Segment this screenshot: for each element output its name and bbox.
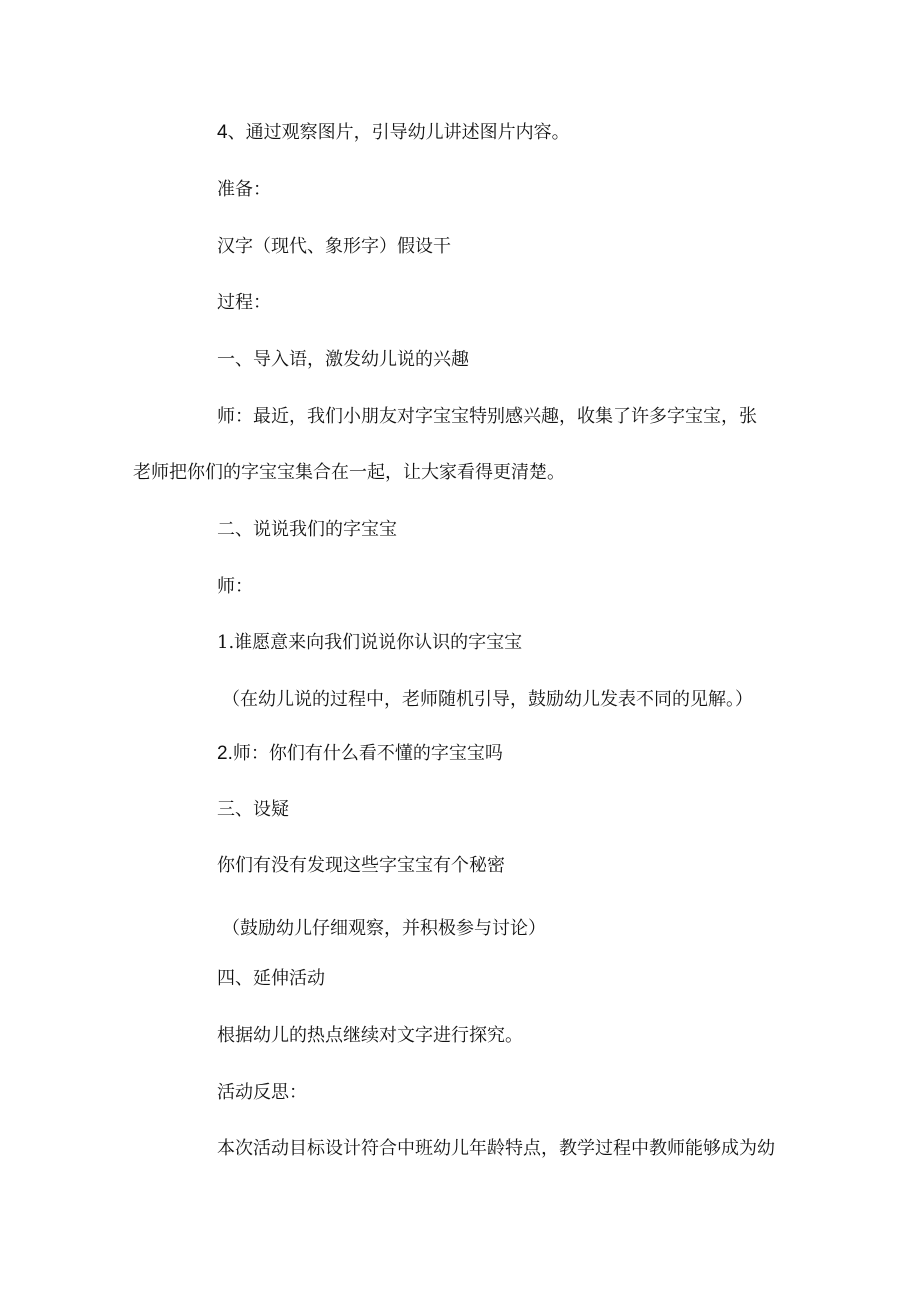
preparation-heading: 准备：: [217, 179, 271, 200]
question-2: [217, 741, 503, 767]
objective-number: 4: [217, 122, 228, 143]
note-guidance: （在幼儿说的过程中，老师随机引导，鼓励幼儿发表不同的见解。）: [222, 689, 753, 710]
section-3-heading: 三、设疑: [217, 799, 289, 820]
teacher-intro-line-1: 师：最近，我们小朋友对字宝宝特别感兴趣，收集了许多字宝宝，张: [217, 406, 757, 427]
process-heading: 过程：: [217, 292, 271, 313]
question-secret: 你们有没有发现这些字宝宝有个秘密: [217, 855, 505, 876]
preparation-text: 汉字（现代、象形字）假设干: [217, 236, 451, 257]
objective-text: 、通过观察图片，引导幼儿讲述图片内容。: [227, 122, 570, 143]
teacher-label: 师：: [217, 576, 253, 597]
reflection-heading: 活动反思：: [217, 1082, 307, 1103]
section-4-heading: 四、延伸活动: [217, 968, 325, 989]
question-2-number: 2.: [217, 743, 233, 764]
reflection-text: 本次活动目标设计符合中班幼儿年龄特点，教学过程中教师能够成为幼: [217, 1138, 775, 1159]
objective-line-4: [217, 120, 570, 146]
question-1: 1.谁愿意来向我们说说你认识的字宝宝: [217, 632, 523, 653]
note-observe: （鼓励幼儿仔细观察，并积极参与讨论）: [222, 918, 546, 939]
extension-text: 根据幼儿的热点继续对文字进行探究。: [217, 1025, 523, 1046]
section-1-heading: 一、导入语，激发幼儿说的兴趣: [217, 349, 469, 370]
question-2-text: 师：你们有什么看不懂的字宝宝吗: [232, 743, 503, 764]
section-2-heading: 二、说说我们的字宝宝: [217, 519, 397, 540]
teacher-intro-line-2: 老师把你们的字宝宝集合在一起，让大家看得更清楚。: [133, 462, 565, 483]
